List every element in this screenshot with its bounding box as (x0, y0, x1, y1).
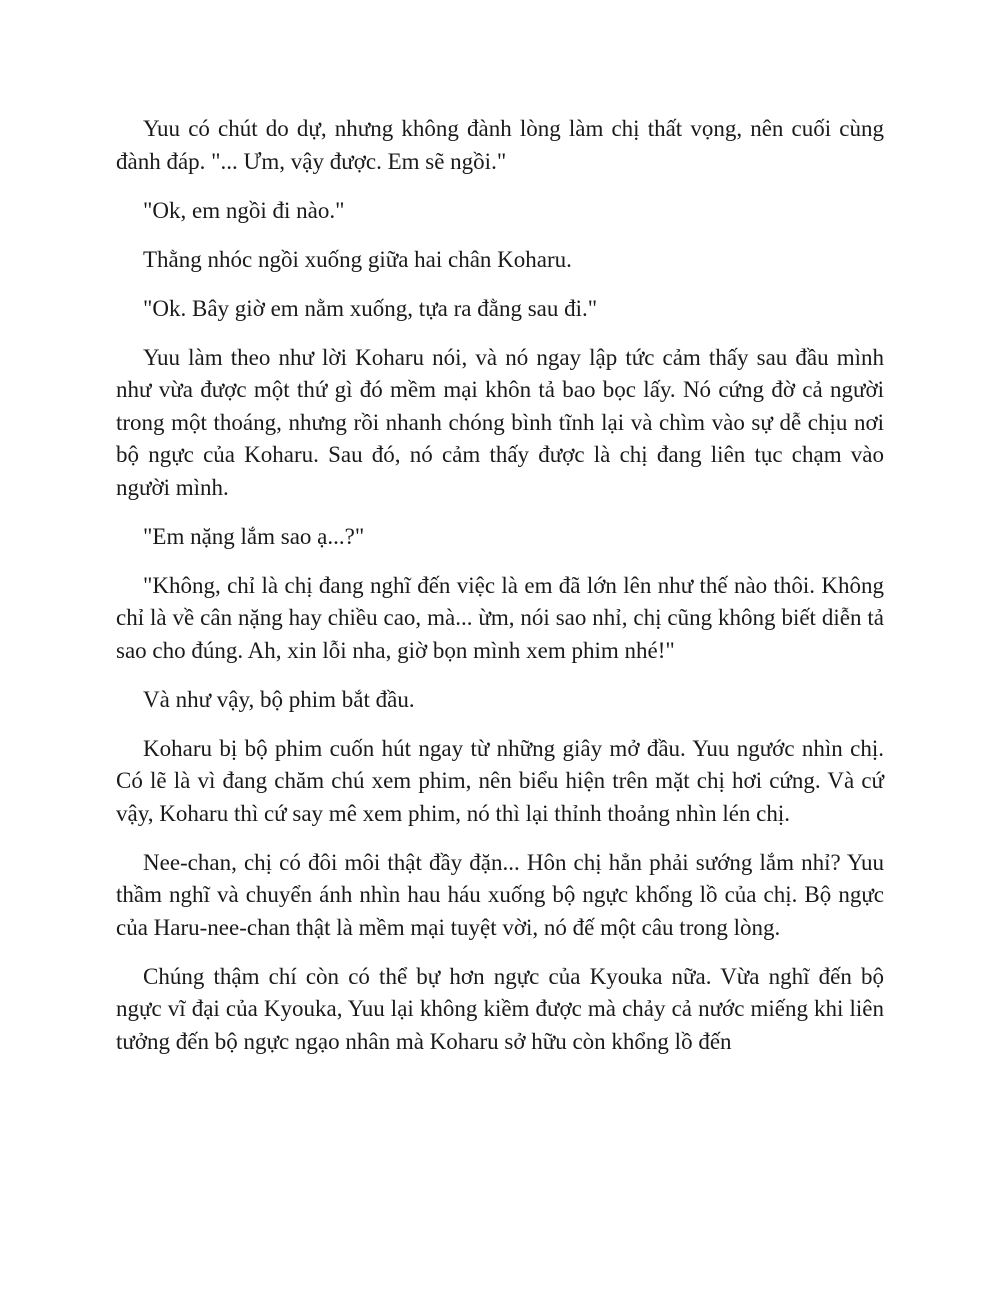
paragraph-11: Chúng thậm chí còn có thể bự hơn ngực của Kyouka nữa. Vừa nghĩ đến bộ ngực vĩ đại của Kyouka, Yuu lại không kiềm được mà chảy cả nước miếng khi liên tưởng đến bộ ngực ngạo nhân mà Koharu sở hữu còn khổng lồ đến (116, 963, 884, 1054)
paragraph-9: Koharu bị bộ phim cuốn hút ngay từ những giây mở đầu. Yuu ngước nhìn chị. Có lẽ là vì đang chăm chú xem phim, nên biểu hiện trên mặt chị hơi cứng. Và cứ vậy, Koharu thì cứ say mê xem phim, nó thì lại thỉnh thoảng nhìn lén chị. (116, 735, 884, 826)
paragraph-3: Thằng nhóc ngồi xuống giữa hai chân Koharu. (143, 246, 572, 272)
paragraph-1: Yuu có chút do dự, nhưng không đành lòng làm chị thất vọng, nên cuối cùng đành đáp. "... Ưm, vậy được. Em sẽ ngồi." (116, 116, 884, 174)
paragraph-5: Yuu làm theo như lời Koharu nói, và nó ngay lập tức cảm thấy sau đầu mình như vừa được một thứ gì đó mềm mại khôn tả bao bọc lấy. Nó cứng đờ cả người trong một thoáng, nhưng rồi nhanh chóng bình tĩnh lại và chìm vào sự dễ chịu nơi bộ ngực của Koharu. Sau đó, nó cảm thấy được là chị đang liên tục chạm vào người mình. (116, 344, 884, 500)
paragraph-8: Và như vậy, bộ phim bắt đầu. (143, 686, 415, 712)
paragraph-4: "Ok. Bây giờ em nằm xuống, tựa ra đằng sau đi." (143, 295, 598, 321)
paragraph-10: Nee-chan, chị có đôi môi thật đầy đặn... Hôn chị hẳn phải sướng lắm nhỉ? Yuu thầm nghĩ và chuyển ánh nhìn hau háu xuống bộ ngực khổng lồ của chị. Bộ ngực của Haru-nee-chan thật là mềm mại tuyệt vời, nó đế một câu trong lòng. (116, 849, 884, 940)
paragraph-2: "Ok, em ngồi đi nào." (143, 197, 345, 223)
paragraph-7: "Không, chỉ là chị đang nghĩ đến việc là em đã lớn lên như thế nào thôi. Không chỉ là về cân nặng hay chiều cao, mà... ừm, nói sao nhỉ, chị cũng không biết diễn tả sao cho đúng. Ah, xin lỗi nha, giờ bọn mình xem phim nhé!" (116, 572, 884, 663)
paragraph-6: "Em nặng lắm sao ạ...?" (143, 523, 365, 549)
